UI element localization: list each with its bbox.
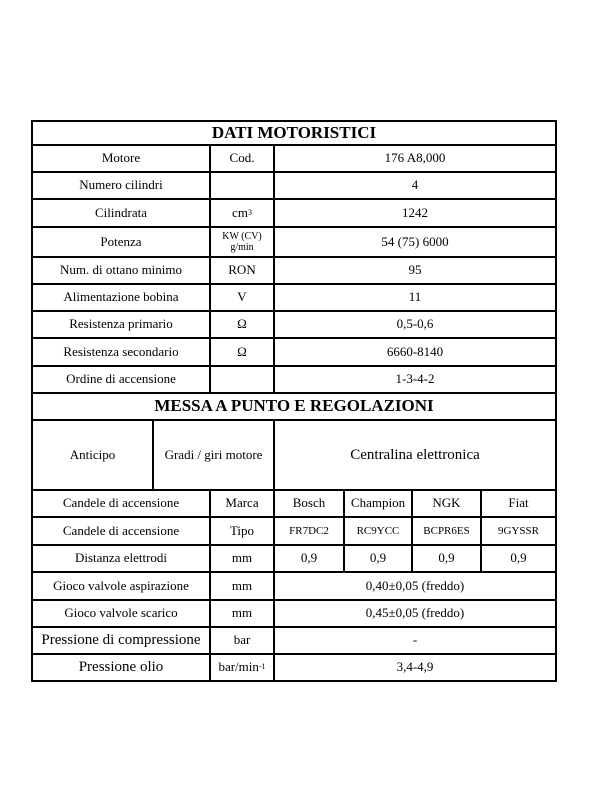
row-value: 11 (273, 285, 555, 310)
unit-base: bar/min (218, 659, 259, 675)
section-title-messa: MESSA A PUNTO E REGOLAZIONI (154, 396, 434, 416)
unit-line: g/min (230, 242, 254, 253)
row-label: Pressione di compressione (41, 632, 201, 649)
row-value: 1242 (273, 200, 555, 226)
row-unit (209, 173, 273, 198)
row-value: 3,4-4,9 (273, 655, 555, 680)
row-label: Num. di ottano minimo (59, 262, 183, 278)
row-value: 0,40±0,05 (freddo) (273, 573, 555, 599)
brand-cell: NGK (411, 491, 480, 516)
row-unit (209, 200, 273, 226)
row-label: Alimentazione bobina (63, 289, 179, 305)
row-label: Candele di accensione (62, 522, 180, 538)
table-row (33, 546, 555, 573)
section-title-row (33, 122, 555, 146)
table-row (33, 146, 555, 173)
brand-cell: Champion (343, 491, 411, 516)
row-unit: Tipo (209, 518, 273, 544)
row-unit (209, 228, 273, 256)
brand-cell: Fiat (480, 491, 555, 516)
unit-line: KW (CV) (222, 230, 262, 242)
row-label: Gioco valvole scarico (64, 605, 178, 621)
row-unit: Gradi / giri motore (152, 421, 273, 489)
type-cell: 9GYSSR (480, 518, 555, 544)
row-unit: RON (209, 258, 273, 283)
row-unit (209, 655, 273, 680)
table-row (33, 421, 555, 491)
table-row (33, 518, 555, 546)
row-unit: bar (209, 628, 273, 653)
gap-cell: 0,9 (411, 546, 480, 571)
table-row (33, 655, 555, 680)
row-label: Potenza (100, 233, 142, 249)
row-label: Candele di accensione (62, 495, 180, 511)
row-unit: V (209, 285, 273, 310)
gap-cell: 0,9 (273, 546, 343, 571)
row-unit: Ω (209, 312, 273, 337)
row-label: Pressione olio (78, 659, 164, 676)
technical-data-table (31, 120, 557, 682)
table-row (33, 173, 555, 200)
row-label: Motore (101, 150, 141, 166)
unit-base: cm (232, 204, 248, 220)
row-label: Distanza elettrodi (74, 550, 168, 566)
gap-cell: 0,9 (480, 546, 555, 571)
table-row (33, 312, 555, 339)
row-value: 6660-8140 (273, 339, 555, 365)
section-title-dati: DATI MOTORISTICI (211, 122, 377, 142)
row-label: Gioco valvole aspirazione (53, 577, 189, 593)
row-unit: mm (209, 573, 273, 599)
table-row (33, 285, 555, 312)
row-unit: Ω (209, 339, 273, 365)
row-value: 0,5-0,6 (273, 312, 555, 337)
row-label: Resistenza primario (69, 316, 173, 332)
table-row (33, 628, 555, 655)
row-value: Centralina elettronica (273, 421, 555, 489)
table-row (33, 228, 555, 258)
row-value: 1-3-4-2 (273, 367, 555, 392)
type-cell: FR7DC2 (273, 518, 343, 544)
unit-superscript: 3 (247, 207, 252, 217)
row-unit: mm (209, 546, 273, 571)
table-row (33, 339, 555, 367)
table-row (33, 573, 555, 601)
brand-cell: Bosch (273, 491, 343, 516)
row-unit (209, 367, 273, 392)
table-row (33, 258, 555, 285)
table-row (33, 200, 555, 228)
row-label: Anticipo (69, 446, 116, 462)
table-row (33, 601, 555, 628)
row-value: - (273, 628, 555, 653)
row-label: Ordine di accensione (66, 371, 176, 387)
unit-superscript: -1 (258, 662, 266, 672)
type-cell: BCPR6ES (411, 518, 480, 544)
row-value: 176 A8,000 (273, 146, 555, 171)
table-row (33, 491, 555, 518)
row-unit: Cod. (209, 146, 273, 171)
type-cell: RC9YCC (343, 518, 411, 544)
section-title-row (33, 394, 555, 421)
table-row (33, 367, 555, 394)
row-value: 95 (273, 258, 555, 283)
row-unit: mm (209, 601, 273, 626)
row-label: Numero cilindri (79, 177, 163, 193)
row-value: 0,45±0,05 (freddo) (273, 601, 555, 626)
row-unit: Marca (209, 491, 273, 516)
row-value: 54 (75) 6000 (273, 228, 555, 256)
row-label: Cilindrata (95, 204, 147, 220)
gap-cell: 0,9 (343, 546, 411, 571)
row-value: 4 (273, 173, 555, 198)
row-label: Resistenza secondario (63, 343, 179, 359)
